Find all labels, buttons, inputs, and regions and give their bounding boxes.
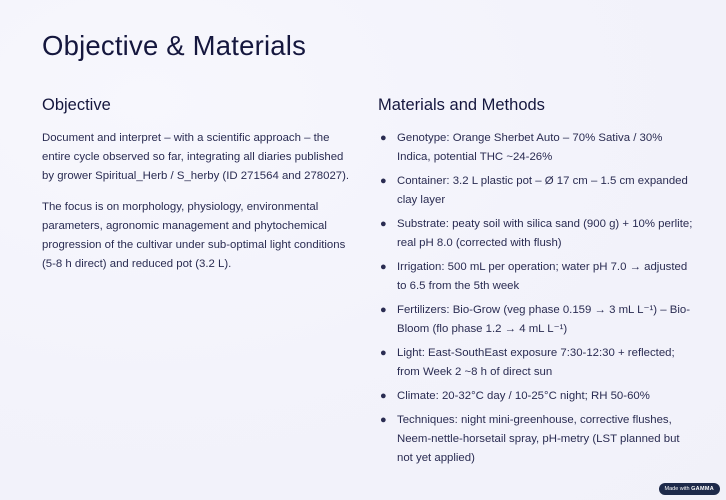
list-item-text: Container: 3.2 L plastic pot – Ø 17 cm – 1.5 cm expanded clay layer (397, 175, 688, 206)
list-item-text: Climate: 20-32°C day / 10-25°C night; RH 50-60% (397, 390, 650, 402)
list-item-text: Fertilizers: Bio-Grow (veg phase 0.159 → 3 mL L⁻¹) – Bio-Bloom (flo phase 1.2 → 4 mL L⁻¹) (397, 304, 690, 335)
list-item (378, 411, 696, 468)
list-item-text: Light: East-SouthEast exposure 7:30-12:30 + reflected; from Week 2 ~8 h of direct sun (397, 347, 675, 378)
list-item (378, 387, 696, 406)
materials-heading: Materials and Methods (378, 96, 545, 114)
bullet-icon: ● (380, 347, 387, 359)
bullet-icon: ● (380, 390, 387, 402)
list-item (378, 344, 696, 382)
list-item (378, 172, 696, 210)
made-with-badge[interactable] (659, 483, 721, 495)
list-item (378, 258, 696, 296)
list-item (378, 215, 696, 253)
materials-list (378, 129, 696, 468)
page-title: Objective & Materials (42, 30, 307, 61)
materials-section (378, 96, 696, 473)
bullet-icon: ● (380, 218, 387, 230)
badge-prefix: Made with (664, 486, 690, 492)
list-item-text: Techniques: night mini-greenhouse, corrective flushes, Neem-nettle-horsetail spray, pH-metry (LST planned but not yet applied) (397, 414, 680, 464)
list-item (378, 129, 696, 167)
objective-paragraph: Document and interpret – with a scientific approach – the entire cycle observed so far, integrating all diaries published by grower Spiritual_Herb / S_herby (ID 271564 and 278027). (42, 132, 350, 182)
badge-brand: GAMMA (691, 486, 714, 492)
list-item-text: Genotype: Orange Sherbet Auto – 70% Sativa / 30% Indica, potential THC ~24-26% (397, 132, 663, 163)
bullet-icon: ● (380, 304, 387, 316)
list-item (378, 301, 696, 339)
objective-heading: Objective (42, 96, 111, 114)
list-item-text: Substrate: peaty soil with silica sand (900 g) + 10% perlite; real pH 8.0 (corrected with flush) (397, 218, 693, 249)
bullet-icon: ● (380, 175, 387, 187)
bullet-icon: ● (380, 261, 387, 273)
objective-paragraph: The focus is on morphology, physiology, environmental parameters, agronomic management and phytochemical progression of the cultivar under sub-optimal light conditions (5-8 h direct) and reduced pot (3.2 L). (42, 201, 346, 270)
list-item-text: Irrigation: 500 mL per operation; water pH 7.0 → adjusted to 6.5 from the 5th week (397, 261, 688, 292)
bullet-icon: ● (380, 132, 387, 144)
objective-section (42, 96, 354, 286)
bullet-icon: ● (380, 414, 387, 426)
